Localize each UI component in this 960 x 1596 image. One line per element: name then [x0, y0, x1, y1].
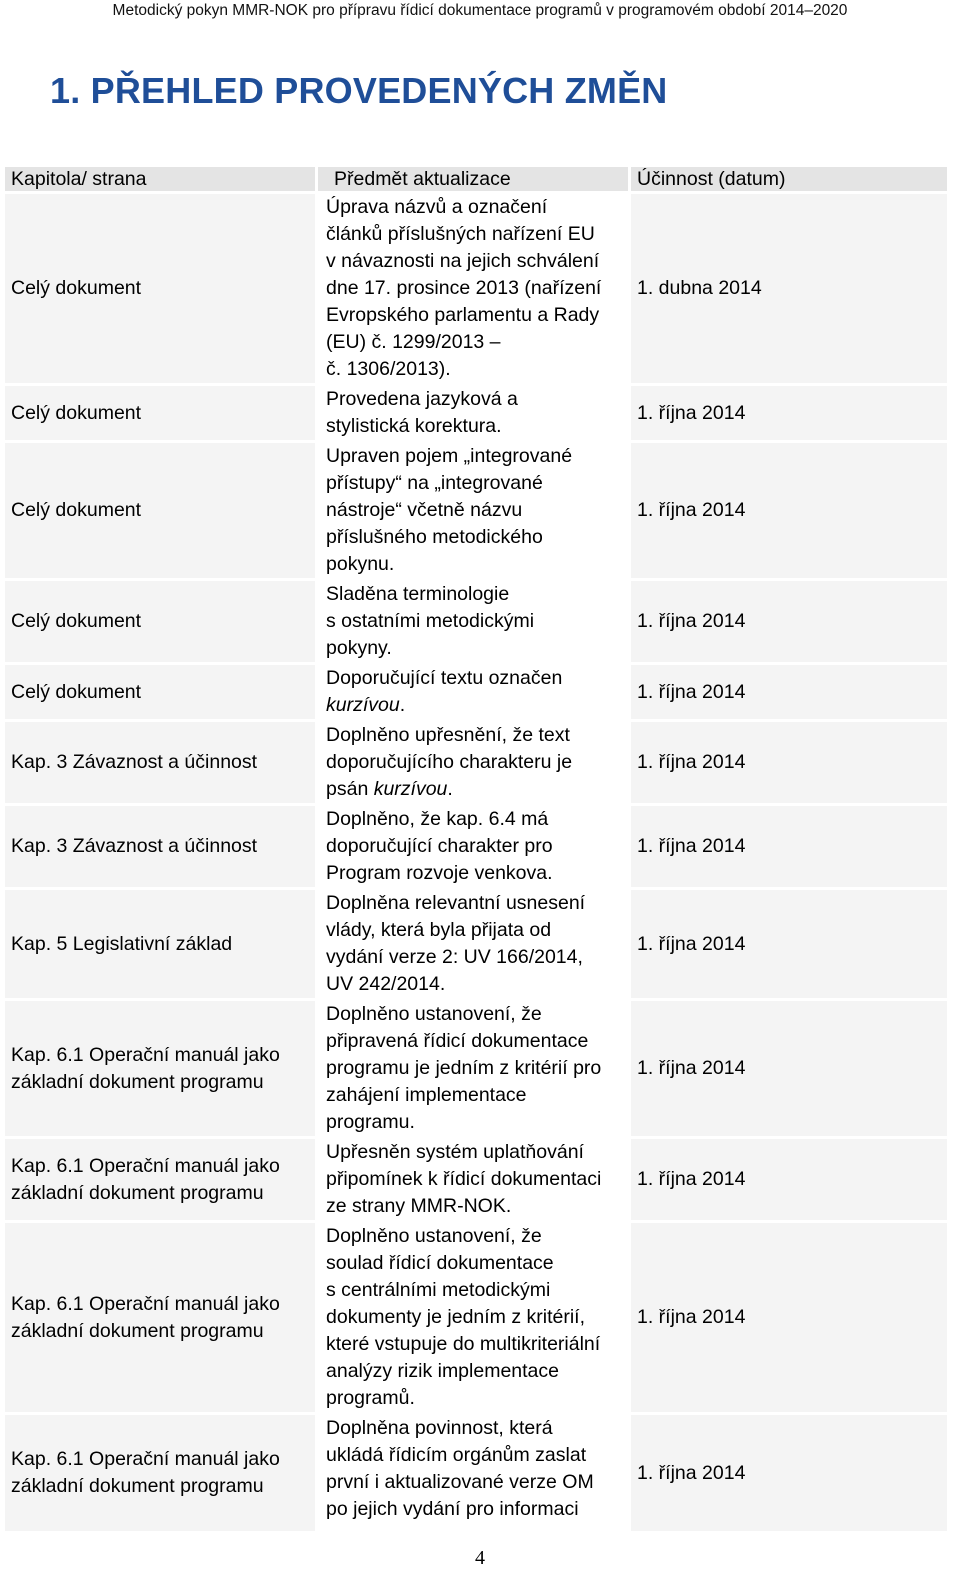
subject-tail: . — [399, 694, 406, 716]
cell-date: 1. října 2014 — [631, 1415, 947, 1531]
subject-tail: . — [447, 778, 453, 800]
subject-line: psán — [326, 778, 374, 800]
cell-subject — [318, 1001, 628, 1136]
cell-chapter: Celý dokument — [5, 581, 315, 662]
cell-subject — [318, 194, 628, 383]
cell-subject — [318, 1223, 628, 1412]
page-title: 1. PŘEHLED PROVEDENÝCH ZMĚN — [50, 70, 668, 111]
subject-line: Program rozvoje venkova. — [326, 862, 553, 884]
column-header-date: Účinnost (datum) — [631, 167, 947, 191]
cell-date: 1. října 2014 — [631, 890, 947, 998]
cell-date: 1. dubna 2014 — [631, 194, 947, 383]
table-row — [5, 194, 947, 383]
cell-subject — [318, 722, 628, 803]
subject-line: Úprava názvů a označení — [326, 196, 548, 218]
table-row — [5, 581, 947, 662]
subject-line: které vstupuje do multikriteriální — [326, 1333, 601, 1355]
subject-line: s ostatními metodickými — [326, 610, 535, 632]
subject-line: pokyny. — [326, 637, 392, 659]
cell-subject — [318, 665, 628, 719]
subject-italic: kurzívou — [326, 694, 400, 716]
subject-line: vlády, která byla přijata od — [326, 919, 552, 941]
cell-chapter: Kap. 6.1 Operační manuál jako základní dokument programu — [5, 1001, 315, 1136]
cell-subject — [318, 386, 628, 440]
table-row — [5, 1001, 947, 1136]
table-row — [5, 1415, 947, 1531]
table-row — [5, 890, 947, 998]
subject-line: přístupy“ na „integrované — [326, 472, 543, 494]
subject-line: pokynu. — [326, 553, 395, 575]
subject-line: analýzy rizik implementace — [326, 1360, 560, 1382]
subject-line: Sladěna terminologie — [326, 583, 510, 605]
subject-line: nástroje“ včetně názvu — [326, 499, 523, 521]
subject-line: UV 242/2014. — [326, 973, 446, 995]
cell-date: 1. října 2014 — [631, 806, 947, 887]
cell-chapter: Kap. 6.1 Operační manuál jako základní dokument programu — [5, 1415, 315, 1531]
cell-chapter: Kap. 6.1 Operační manuál jako základní dokument programu — [5, 1139, 315, 1220]
subject-line: stylistická korektura. — [326, 415, 502, 437]
subject-line: dne 17. prosince 2013 (nařízení — [326, 277, 602, 299]
cell-date: 1. října 2014 — [631, 1223, 947, 1412]
subject-line: Doporučující textu označen — [326, 667, 563, 689]
cell-date: 1. října 2014 — [631, 581, 947, 662]
column-header-chapter: Kapitola/ strana — [5, 167, 315, 191]
table-header-row — [5, 167, 947, 191]
subject-line: č. 1306/2013). — [326, 358, 451, 380]
subject-line: ze strany MMR-NOK. — [326, 1195, 512, 1217]
table-row — [5, 722, 947, 803]
subject-line: první i aktualizované verze OM — [326, 1471, 594, 1493]
cell-subject — [318, 806, 628, 887]
subject-line: dokumenty je jedním z kritérií, — [326, 1306, 586, 1328]
subject-line: Doplněna povinnost, která — [326, 1417, 553, 1439]
cell-subject — [318, 581, 628, 662]
cell-chapter: Kap. 3 Závaznost a účinnost — [5, 722, 315, 803]
subject-line: s centrálními metodickými — [326, 1279, 551, 1301]
page-number: 4 — [475, 1547, 485, 1569]
table-row — [5, 443, 947, 578]
subject-line: Provedena jazyková a — [326, 388, 518, 410]
cell-chapter: Celý dokument — [5, 443, 315, 578]
cell-subject — [318, 1139, 628, 1220]
subject-line: Evropského parlamentu a Rady — [326, 304, 600, 326]
changes-table — [2, 164, 950, 1534]
table-row — [5, 1139, 947, 1220]
cell-chapter: Kap. 5 Legislativní základ — [5, 890, 315, 998]
subject-line: Doplněno, že kap. 6.4 má — [326, 808, 549, 830]
cell-date: 1. října 2014 — [631, 1001, 947, 1136]
subject-line: připravená řídicí dokumentace — [326, 1030, 589, 1052]
subject-line: Doplněno ustanovení, že — [326, 1225, 542, 1247]
cell-date: 1. října 2014 — [631, 386, 947, 440]
subject-line: programu je jedním z kritérií pro — [326, 1057, 602, 1079]
subject-line: po jejich vydání pro informaci — [326, 1498, 579, 1520]
cell-subject — [318, 890, 628, 998]
subject-line: článků příslušných nařízení EU — [326, 223, 595, 245]
cell-date: 1. října 2014 — [631, 665, 947, 719]
subject-line: Upraven pojem „integrované — [326, 445, 573, 467]
subject-line: zahájení implementace — [326, 1084, 527, 1106]
cell-chapter: Celý dokument — [5, 386, 315, 440]
subject-line: Doplněna relevantní usnesení — [326, 892, 586, 914]
cell-chapter: Celý dokument — [5, 665, 315, 719]
cell-date: 1. října 2014 — [631, 722, 947, 803]
cell-chapter: Celý dokument — [5, 194, 315, 383]
subject-line: doporučujícího charakteru je — [326, 751, 573, 773]
cell-chapter: Kap. 6.1 Operační manuál jako základní dokument programu — [5, 1223, 315, 1412]
subject-line: Doplněno upřesnění, že text — [326, 724, 570, 746]
subject-line: programů. — [326, 1387, 415, 1409]
subject-line: soulad řídicí dokumentace — [326, 1252, 554, 1274]
running-header: Metodický pokyn MMR-NOK pro přípravu řídicí dokumentace programů v programovém období 2014–2020 — [112, 2, 848, 19]
subject-line: Doplněno ustanovení, že — [326, 1003, 542, 1025]
subject-line: vydání verze 2: UV 166/2014, — [326, 946, 583, 968]
subject-line: připomínek k řídicí dokumentaci — [326, 1168, 602, 1190]
subject-italic: kurzívou — [373, 778, 448, 800]
subject-line: ukládá řídicím orgánům zaslat — [326, 1444, 587, 1466]
subject-line: programu. — [326, 1111, 415, 1133]
subject-line: v návaznosti na jejich schválení — [326, 250, 600, 272]
cell-date: 1. října 2014 — [631, 1139, 947, 1220]
table-row — [5, 386, 947, 440]
subject-line: doporučující charakter pro — [326, 835, 553, 857]
cell-subject — [318, 1415, 628, 1531]
table-row — [5, 665, 947, 719]
table-body — [5, 194, 947, 1531]
table-row — [5, 806, 947, 887]
cell-subject — [318, 443, 628, 578]
column-header-subject: Předmět aktualizace — [318, 167, 628, 191]
cell-chapter: Kap. 3 Závaznost a účinnost — [5, 806, 315, 887]
subject-line: Upřesněn systém uplatňování — [326, 1141, 584, 1163]
subject-line: (EU) č. 1299/2013 – — [326, 331, 501, 353]
table-row — [5, 1223, 947, 1412]
cell-date: 1. října 2014 — [631, 443, 947, 578]
subject-line: příslušného metodického — [326, 526, 543, 548]
